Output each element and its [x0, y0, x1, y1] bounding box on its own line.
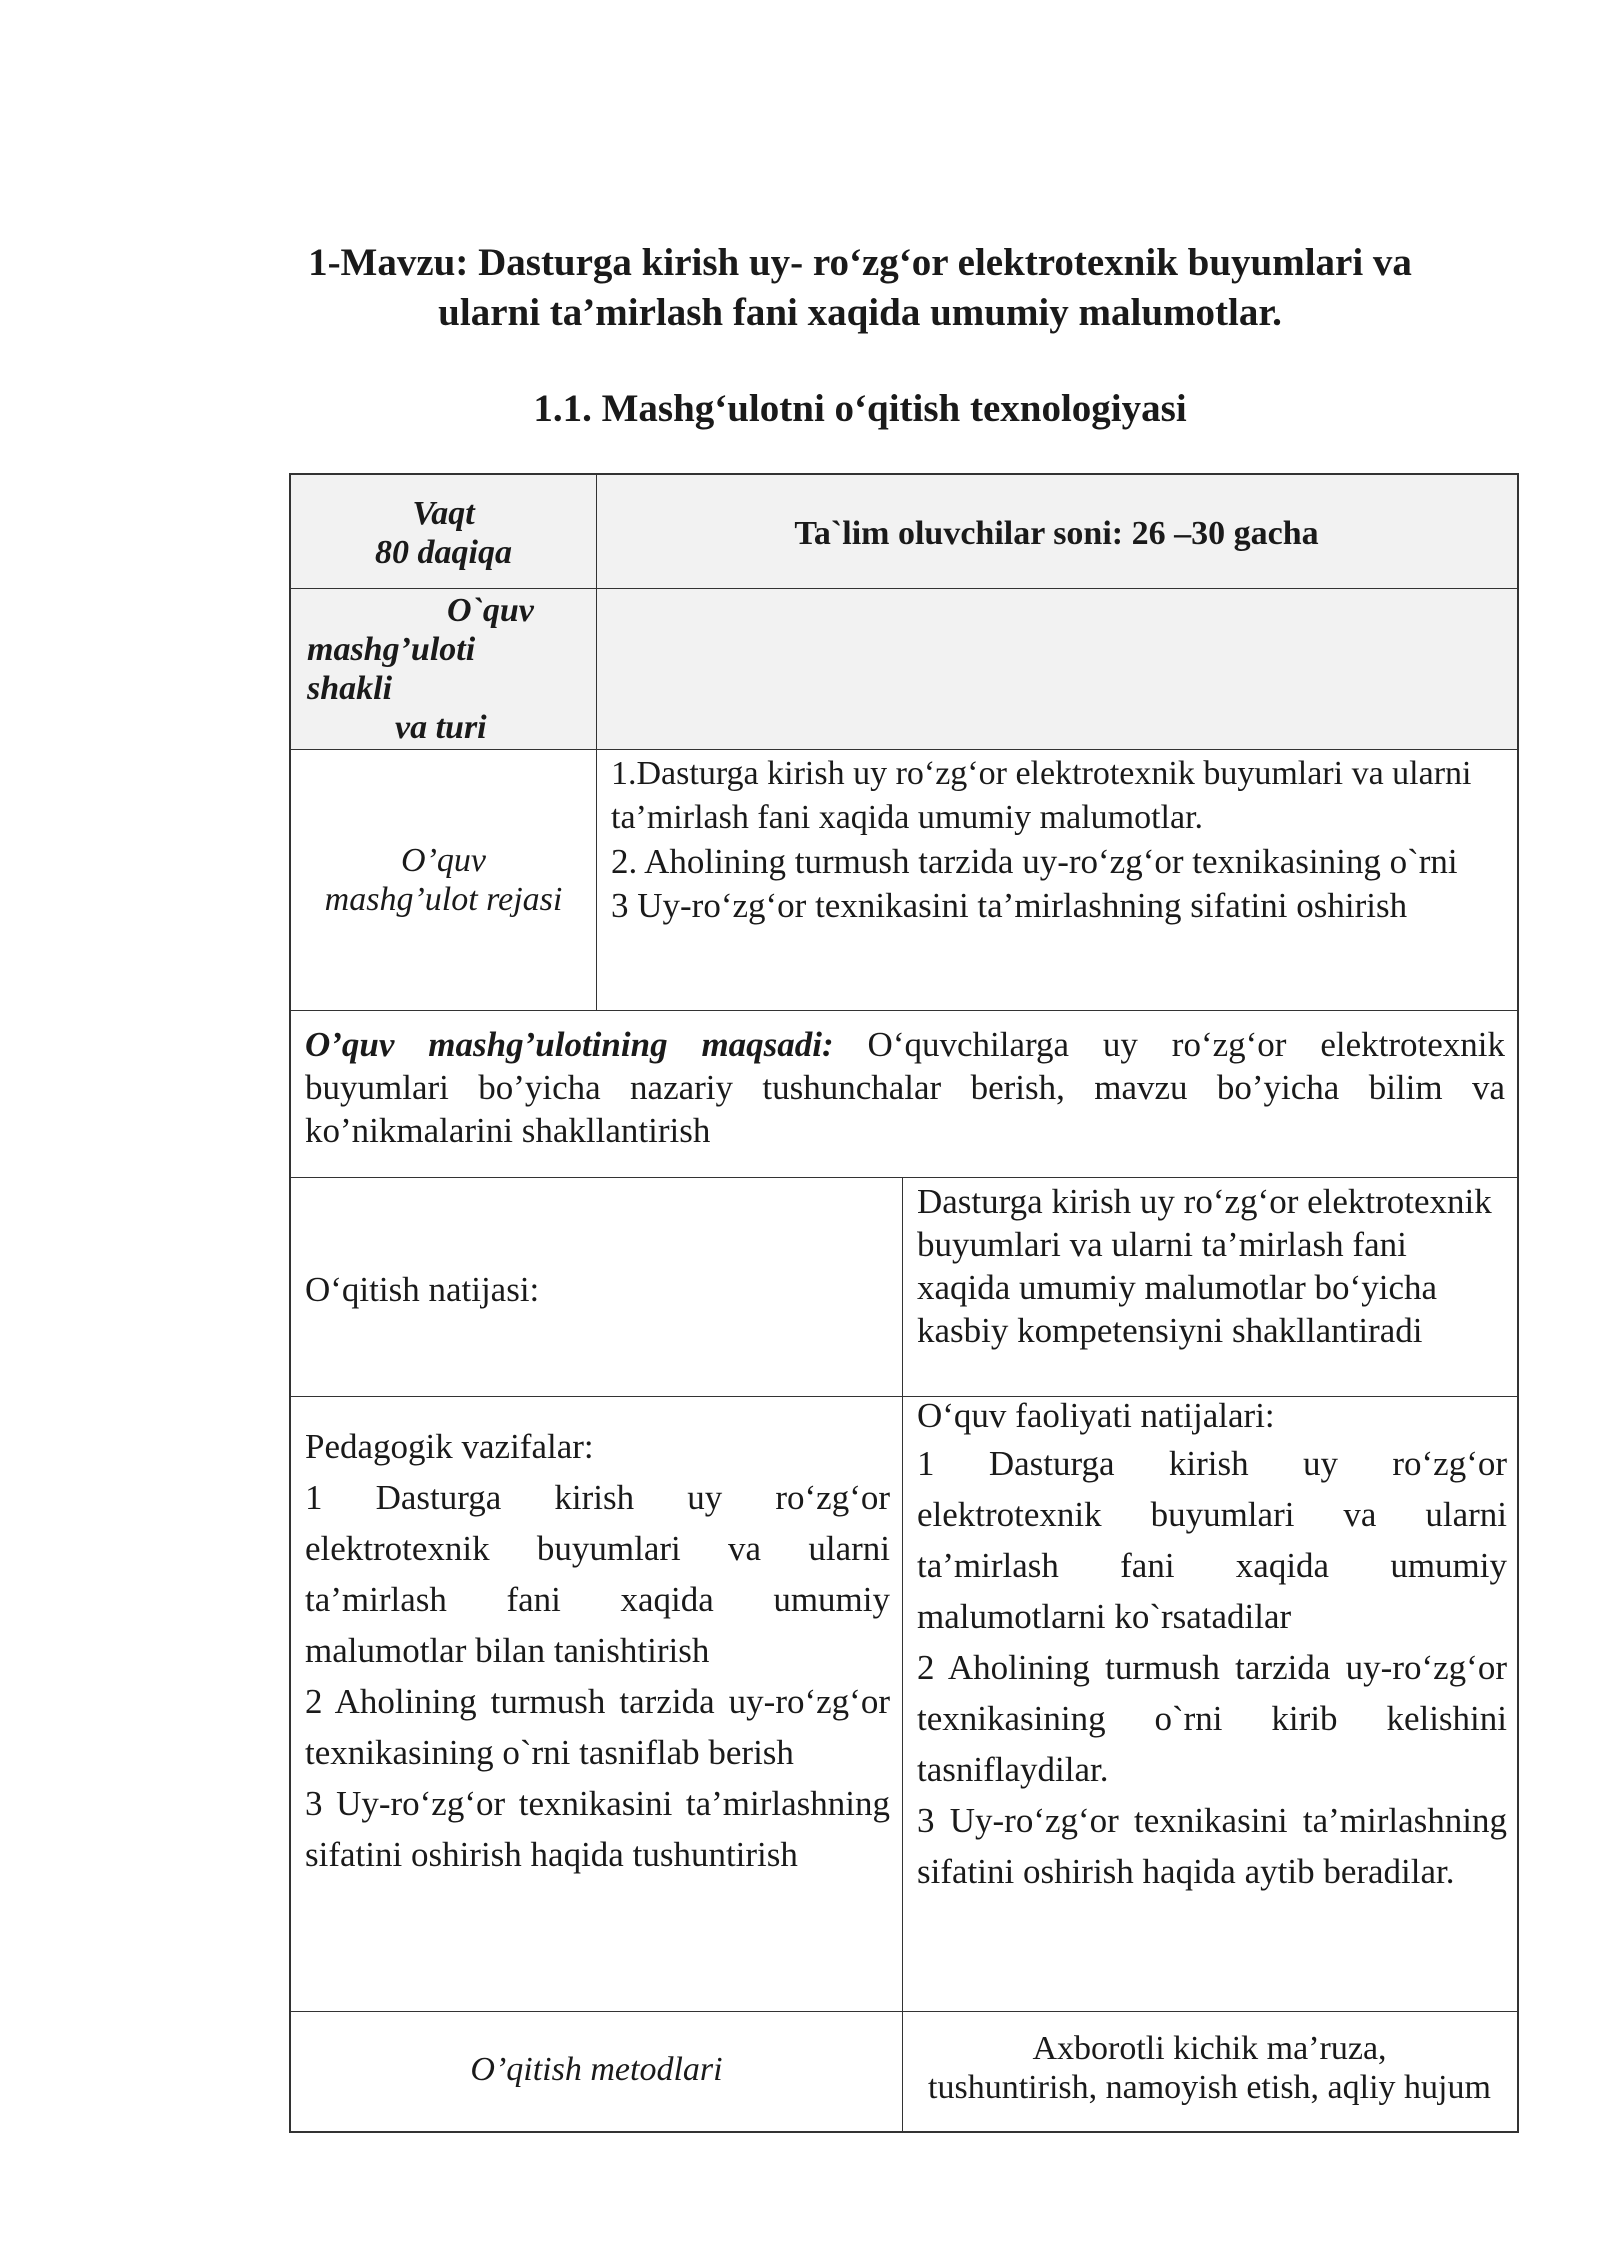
time-label: Vaqt — [412, 495, 475, 532]
time-cell — [301, 494, 586, 572]
pedagogical-tasks-cell — [305, 1421, 890, 1880]
lesson-plan-table — [289, 473, 1519, 2133]
plan-item-2: 2. Aholining turmush tarzida uy-ro‘zg‘or texnikasining o`rni — [611, 842, 1458, 881]
activity-results-cell — [917, 1394, 1507, 1897]
teaching-methods-value — [902, 2029, 1517, 2107]
lesson-form-cell — [307, 591, 592, 747]
lesson-plan-label-1: O’quv — [401, 842, 486, 879]
teaching-methods-line-1: Axborotli kichik ma’ruza, — [1032, 2030, 1387, 2067]
teaching-methods-label: O’qitish metodlari — [470, 2051, 723, 2088]
section-subtitle: 1.1. Mashg‘ulotni o‘qitish texnologiyasi — [533, 387, 1187, 430]
activity-result-2: 2 Aholining turmush tarzida uy-ro‘zg‘or texnikasining o`rni kirib kelishini tasniflaydilar. — [917, 1648, 1507, 1789]
row-divider-1 — [291, 588, 1517, 589]
lesson-plan-label-2: mashg’ulot rejasi — [324, 881, 563, 918]
row-divider-3 — [291, 1010, 1517, 1011]
lesson-goal-cell — [305, 1023, 1505, 1152]
activity-result-3: 3 Uy-ro‘zg‘or texnikasini ta’mirlashning sifatini oshirish haqida aytib beradilar. — [917, 1801, 1507, 1891]
title-line-2: ularni ta’mirlash fani xaqida umumiy malumotlar. — [438, 291, 1282, 334]
activity-result-1: 1 Dasturga kirish uy ro‘zg‘or elektrotexnik buyumlari va ularni ta’mirlash fani xaqida umumiy malumotlarni ko`rsatadilar — [917, 1444, 1507, 1636]
lesson-form-label-2: mashg’uloti — [307, 631, 476, 668]
teaching-methods-line-2: tushuntirish, namoyish etish, aqliy hujum — [928, 2069, 1491, 2106]
col-divider-bottom — [902, 1177, 903, 2131]
teaching-result-label: O‘qitish natijasi: — [305, 1270, 540, 1309]
students-count-cell: Ta`lim oluvchilar soni: 26 –30 gacha — [794, 515, 1319, 552]
lesson-plan-label-cell — [301, 841, 586, 919]
row-divider-6 — [291, 2011, 1517, 2012]
activity-results-title: O‘quv faoliyati natijalari: — [917, 1396, 1275, 1435]
lesson-form-label-4: va turi — [395, 709, 487, 746]
pedagogical-task-1: 1 Dasturga kirish uy ro‘zg‘or elektrotexnik buyumlari va ularni ta’mirlash fani xaqida umumiy malumotlar bilan tanishtirish — [305, 1478, 890, 1670]
document-title — [200, 238, 1520, 338]
teaching-result-text: Dasturga kirish uy ro‘zg‘or elektrotexnik buyumlari va ularni ta’mirlash fani xaqida umumiy malumotlar bo‘yicha kasbiy kompetensiyni shakllantiradi — [917, 1182, 1492, 1350]
lesson-form-label-3: shakli — [307, 670, 393, 707]
plan-item-3: 3 Uy-ro‘zg‘or texnikasini ta’mirlashning sifatini oshirish — [611, 886, 1408, 925]
pedagogical-task-3: 3 Uy-ro‘zg‘or texnikasini ta’mirlashning sifatini oshirish haqida tushuntirish — [305, 1784, 890, 1874]
lesson-goal-label: O’quv mashg’ulotining maqsadi: — [305, 1025, 834, 1064]
pedagogical-task-2: 2 Aholining turmush tarzida uy-ro‘zg‘or texnikasining o`rni tasniflab berish — [305, 1682, 890, 1772]
row-divider-4 — [291, 1177, 1517, 1178]
plan-item-1: 1.Dasturga kirish uy ro‘zg‘or elektrotexnik buyumlari va ularni ta’mirlash fani xaqida umumiy malumotlar. — [611, 755, 1472, 836]
col-divider-top — [596, 475, 597, 1010]
row-divider-2 — [291, 749, 1517, 750]
title-line-1: 1-Mavzu: Dasturga kirish uy- ro‘zg‘or elektrotexnik buyumlari va — [308, 241, 1412, 284]
lesson-goal-text: O‘quvchilarga uy ro‘zg‘or elektrotexnik buyumlari bo’yicha nazariy tushunchalar berish, mavzu bo’yicha bilim va ko’nikmalarini shakllantirish — [305, 1025, 1505, 1150]
lesson-plan-items — [611, 752, 1506, 928]
pedagogical-tasks-title: Pedagogik vazifalar: — [305, 1427, 594, 1466]
lesson-form-label-1: O`quv — [447, 592, 534, 629]
time-value: 80 daqiqa — [375, 534, 512, 571]
